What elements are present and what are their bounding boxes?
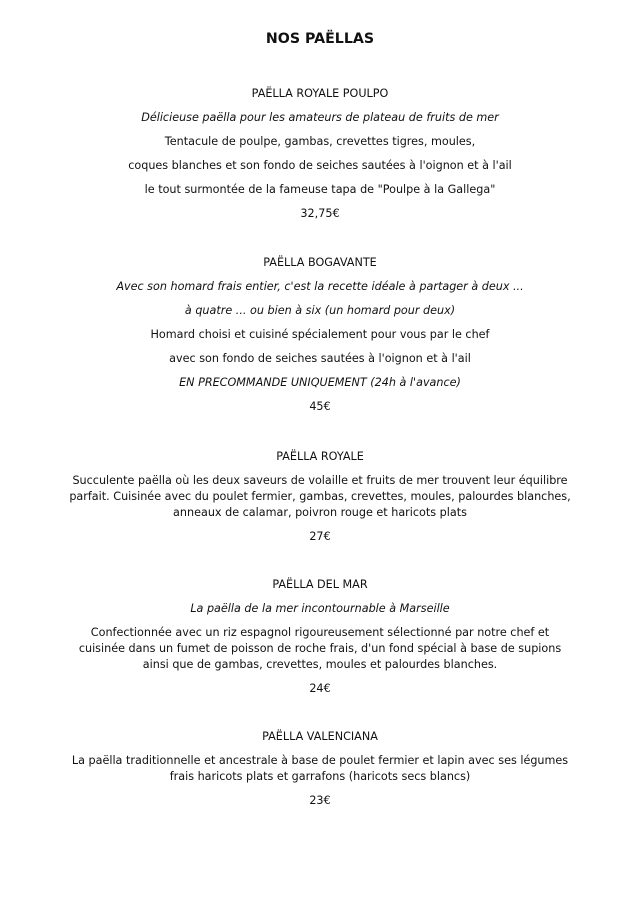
dish-royale [69, 449, 571, 545]
dish-name: PAËLLA ROYALE [276, 450, 364, 463]
dish-name: PAËLLA BOGAVANTE [263, 256, 377, 269]
dish-royale-poulpo [80, 86, 560, 222]
dish-del-mar [80, 577, 560, 697]
dish-line: Homard choisi et cuisiné spécialement pour vous par le chef [150, 328, 490, 341]
dish-line: Tentacule de poulpe, gambas, crevettes tigres, moules, [164, 135, 476, 148]
page-title: NOS PAËLLAS [265, 31, 375, 47]
dish-price: 45€ [309, 400, 331, 413]
dish-name: PAËLLA VALENCIANA [262, 730, 378, 743]
dish-preorder-note: EN PRECOMMANDE UNIQUEMENT (24h à l'avance) [179, 376, 461, 389]
dish-description: Confectionnée avec un riz espagnol rigoureusement sélectionné par notre chef et cuisinée dans un fumet de poisson de roche frais, d'un fond spécial à base de supions ainsi que de gambas, crevettes, moules et palourdes blanches. [78, 626, 562, 671]
dish-description: La paëlla traditionnelle et ancestrale à base de poulet fermier et lapin avec ses légumes frais haricots plats et garrafons (haricots secs blancs) [71, 754, 569, 783]
dish-line: le tout surmontée de la fameuse tapa de "Poulpe à la Gallega" [144, 183, 496, 196]
dish-tagline: Avec son homard frais entier, c'est la recette idéale à partager à deux ... [116, 280, 524, 293]
dish-price: 27€ [309, 530, 331, 543]
dish-tagline: Délicieuse paëlla pour les amateurs de plateau de fruits de mer [141, 111, 499, 124]
dish-valenciana [71, 729, 569, 809]
dish-tagline-continued: à quatre ... ou bien à six (un homard pour deux) [184, 304, 456, 317]
dish-price: 24€ [309, 682, 331, 695]
dish-tagline: La paëlla de la mer incontournable à Marseille [190, 602, 450, 615]
dish-bogavante [80, 255, 560, 415]
dish-line: coques blanches et son fondo de seiches sautées à l'oignon et à l'ail [128, 159, 512, 172]
dish-name: PAËLLA DEL MAR [272, 578, 368, 591]
dish-price: 23€ [309, 794, 331, 807]
dish-name: PAËLLA ROYALE POULPO [251, 87, 389, 100]
dish-description: Succulente paëlla où les deux saveurs de volaille et fruits de mer trouvent leur équilibre parfait. Cuisinée avec du poulet fermier, gambas, crevettes, moules, palourdes blanches, anneaux de calamar, poivron rouge et haricots plats [69, 474, 571, 519]
dish-price: 32,75€ [300, 207, 340, 220]
dish-line: avec son fondo de seiches sautées à l'oignon et à l'ail [169, 352, 471, 365]
